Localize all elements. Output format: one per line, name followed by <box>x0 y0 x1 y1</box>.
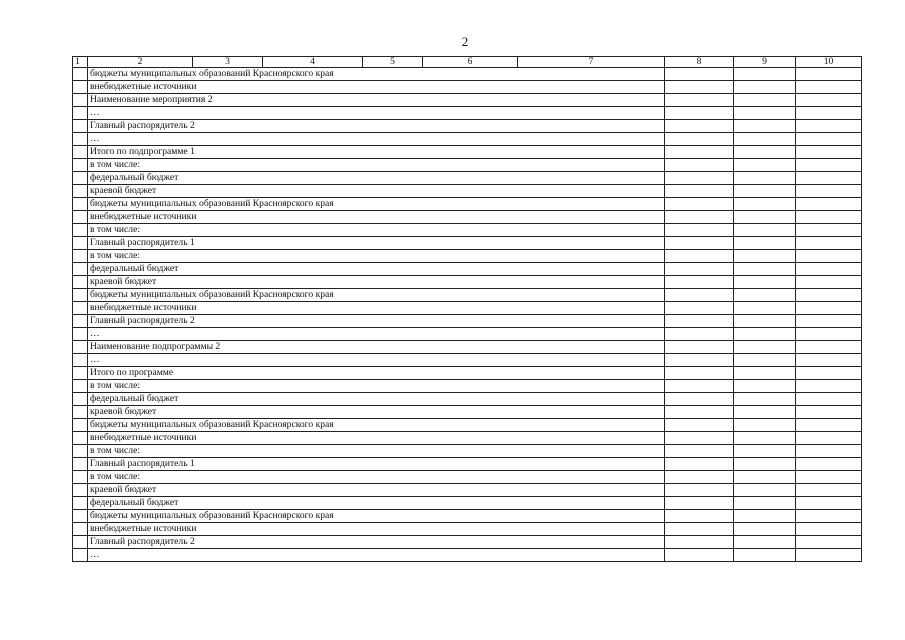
value-cell <box>796 289 862 302</box>
value-cell <box>796 81 862 94</box>
value-cell <box>734 458 796 471</box>
value-cell <box>665 549 734 562</box>
value-cell <box>796 211 862 224</box>
value-cell <box>665 341 734 354</box>
value-cell <box>796 510 862 523</box>
table-row <box>73 432 862 445</box>
value-cell <box>665 81 734 94</box>
value-cell <box>796 68 862 81</box>
row-number-cell <box>73 549 88 562</box>
table-row <box>73 81 862 94</box>
value-cell <box>665 94 734 107</box>
row-number-cell <box>73 471 88 484</box>
table-row <box>73 471 862 484</box>
table-row <box>73 328 862 341</box>
row-number-cell <box>73 523 88 536</box>
budget-table <box>72 56 862 562</box>
value-cell <box>796 133 862 146</box>
row-number-cell <box>73 289 88 302</box>
value-cell <box>665 133 734 146</box>
value-cell <box>734 445 796 458</box>
row-label: Итого по подпрограмме 1 <box>88 146 665 159</box>
row-label: в том числе: <box>88 250 665 263</box>
row-number-cell <box>73 315 88 328</box>
row-number-cell <box>73 146 88 159</box>
value-cell <box>665 185 734 198</box>
value-cell <box>665 107 734 120</box>
value-cell <box>665 146 734 159</box>
row-number-cell <box>73 185 88 198</box>
value-cell <box>665 510 734 523</box>
value-cell <box>796 185 862 198</box>
value-cell <box>665 497 734 510</box>
table-row <box>73 393 862 406</box>
row-number-cell <box>73 510 88 523</box>
row-number-cell <box>73 458 88 471</box>
row-label: в том числе: <box>88 159 665 172</box>
value-cell <box>734 172 796 185</box>
row-label: … <box>88 549 665 562</box>
row-number-cell <box>73 263 88 276</box>
row-number-cell <box>73 94 88 107</box>
row-number-cell <box>73 133 88 146</box>
value-cell <box>796 536 862 549</box>
value-cell <box>796 354 862 367</box>
value-cell <box>734 315 796 328</box>
value-cell <box>734 146 796 159</box>
row-label: … <box>88 107 665 120</box>
row-label: в том числе: <box>88 445 665 458</box>
value-cell <box>796 497 862 510</box>
row-label: внебюджетные источники <box>88 211 665 224</box>
value-cell <box>796 146 862 159</box>
value-cell <box>734 250 796 263</box>
row-label: Наименование мероприятия 2 <box>88 94 665 107</box>
value-cell <box>734 198 796 211</box>
table-row <box>73 159 862 172</box>
table-row <box>73 263 862 276</box>
value-cell <box>796 302 862 315</box>
column-header: 7 <box>518 57 665 68</box>
table-row <box>73 458 862 471</box>
value-cell <box>796 419 862 432</box>
value-cell <box>665 536 734 549</box>
table-row <box>73 133 862 146</box>
row-number-cell <box>73 302 88 315</box>
value-cell <box>796 549 862 562</box>
row-label: внебюджетные источники <box>88 81 665 94</box>
row-label: внебюджетные источники <box>88 432 665 445</box>
value-cell <box>796 341 862 354</box>
value-cell <box>665 120 734 133</box>
row-number-cell <box>73 328 88 341</box>
row-label: краевой бюджет <box>88 185 665 198</box>
table-row <box>73 523 862 536</box>
row-label: … <box>88 133 665 146</box>
value-cell <box>665 328 734 341</box>
row-number-cell <box>73 224 88 237</box>
value-cell <box>796 237 862 250</box>
table-row <box>73 380 862 393</box>
row-label: в том числе: <box>88 471 665 484</box>
value-cell <box>734 341 796 354</box>
row-number-cell <box>73 237 88 250</box>
value-cell <box>665 250 734 263</box>
value-cell <box>796 276 862 289</box>
row-number-cell <box>73 393 88 406</box>
column-header: 3 <box>193 57 263 68</box>
row-label: федеральный бюджет <box>88 263 665 276</box>
table-row <box>73 120 862 133</box>
value-cell <box>796 484 862 497</box>
row-number-cell <box>73 159 88 172</box>
table-row <box>73 94 862 107</box>
value-cell <box>734 406 796 419</box>
row-number-cell <box>73 198 88 211</box>
value-cell <box>734 419 796 432</box>
table-row <box>73 250 862 263</box>
value-cell <box>796 224 862 237</box>
value-cell <box>734 497 796 510</box>
table-row <box>73 211 862 224</box>
column-header: 10 <box>796 57 862 68</box>
row-label: Главный распорядитель 1 <box>88 458 665 471</box>
row-number-cell <box>73 172 88 185</box>
value-cell <box>734 68 796 81</box>
row-number-cell <box>73 68 88 81</box>
value-cell <box>796 471 862 484</box>
table-row <box>73 289 862 302</box>
value-cell <box>665 458 734 471</box>
value-cell <box>734 276 796 289</box>
value-cell <box>796 107 862 120</box>
value-cell <box>665 315 734 328</box>
row-label: в том числе: <box>88 380 665 393</box>
value-cell <box>796 393 862 406</box>
header-row <box>73 57 862 68</box>
row-label: бюджеты муниципальных образований Красноярского края <box>88 419 665 432</box>
row-label: бюджеты муниципальных образований Красноярского края <box>88 198 665 211</box>
row-label: Главный распорядитель 2 <box>88 536 665 549</box>
value-cell <box>796 315 862 328</box>
value-cell <box>734 510 796 523</box>
row-label: краевой бюджет <box>88 484 665 497</box>
table-row <box>73 237 862 250</box>
row-label: Главный распорядитель 2 <box>88 315 665 328</box>
table-row <box>73 341 862 354</box>
table-row <box>73 315 862 328</box>
table-row <box>73 419 862 432</box>
row-label: Главный распорядитель 2 <box>88 120 665 133</box>
row-label: Наименование подпрограммы 2 <box>88 341 665 354</box>
row-number-cell <box>73 432 88 445</box>
table-row <box>73 276 862 289</box>
value-cell <box>665 484 734 497</box>
value-cell <box>796 159 862 172</box>
table-row <box>73 354 862 367</box>
row-number-cell <box>73 419 88 432</box>
row-label: краевой бюджет <box>88 406 665 419</box>
table-row <box>73 224 862 237</box>
table-row <box>73 484 862 497</box>
row-number-cell <box>73 211 88 224</box>
value-cell <box>734 536 796 549</box>
value-cell <box>665 523 734 536</box>
table-row <box>73 367 862 380</box>
table-row <box>73 198 862 211</box>
value-cell <box>796 120 862 133</box>
value-cell <box>734 471 796 484</box>
row-label: … <box>88 354 665 367</box>
column-header: 2 <box>88 57 193 68</box>
row-label: краевой бюджет <box>88 276 665 289</box>
value-cell <box>734 159 796 172</box>
column-header: 5 <box>363 57 423 68</box>
row-number-cell <box>73 406 88 419</box>
value-cell <box>734 211 796 224</box>
column-header: 4 <box>263 57 363 68</box>
value-cell <box>734 484 796 497</box>
row-number-cell <box>73 107 88 120</box>
value-cell <box>734 432 796 445</box>
value-cell <box>734 120 796 133</box>
row-label: федеральный бюджет <box>88 497 665 510</box>
row-label: в том числе: <box>88 224 665 237</box>
column-header: 1 <box>73 57 88 68</box>
value-cell <box>734 237 796 250</box>
row-number-cell <box>73 276 88 289</box>
row-number-cell <box>73 354 88 367</box>
table-body <box>73 68 862 562</box>
row-label: бюджеты муниципальных образований Красноярского края <box>88 289 665 302</box>
value-cell <box>734 380 796 393</box>
value-cell <box>665 445 734 458</box>
value-cell <box>734 302 796 315</box>
value-cell <box>796 367 862 380</box>
value-cell <box>665 432 734 445</box>
value-cell <box>796 263 862 276</box>
value-cell <box>665 419 734 432</box>
value-cell <box>665 237 734 250</box>
column-header: 9 <box>734 57 796 68</box>
row-number-cell <box>73 81 88 94</box>
value-cell <box>665 224 734 237</box>
row-number-cell <box>73 497 88 510</box>
row-label: внебюджетные источники <box>88 302 665 315</box>
value-cell <box>796 94 862 107</box>
value-cell <box>665 393 734 406</box>
table-row <box>73 302 862 315</box>
table-row <box>73 107 862 120</box>
value-cell <box>734 224 796 237</box>
row-label: федеральный бюджет <box>88 172 665 185</box>
row-number-cell <box>73 536 88 549</box>
value-cell <box>665 263 734 276</box>
column-header: 8 <box>665 57 734 68</box>
value-cell <box>665 471 734 484</box>
value-cell <box>665 354 734 367</box>
value-cell <box>665 159 734 172</box>
table-row <box>73 406 862 419</box>
table-row <box>73 172 862 185</box>
value-cell <box>796 523 862 536</box>
value-cell <box>665 406 734 419</box>
value-cell <box>665 302 734 315</box>
value-cell <box>796 250 862 263</box>
value-cell <box>734 523 796 536</box>
value-cell <box>665 68 734 81</box>
value-cell <box>796 406 862 419</box>
value-cell <box>665 198 734 211</box>
table-row <box>73 68 862 81</box>
value-cell <box>734 289 796 302</box>
row-label: федеральный бюджет <box>88 393 665 406</box>
value-cell <box>734 549 796 562</box>
value-cell <box>665 172 734 185</box>
value-cell <box>665 367 734 380</box>
value-cell <box>796 458 862 471</box>
value-cell <box>734 393 796 406</box>
value-cell <box>665 380 734 393</box>
value-cell <box>665 211 734 224</box>
row-label: Итого по программе <box>88 367 665 380</box>
row-label: бюджеты муниципальных образований Красноярского края <box>88 68 665 81</box>
value-cell <box>734 94 796 107</box>
page-number: 2 <box>461 34 469 49</box>
table-row <box>73 510 862 523</box>
row-number-cell <box>73 380 88 393</box>
value-cell <box>796 432 862 445</box>
value-cell <box>796 445 862 458</box>
table-row <box>73 146 862 159</box>
table-row <box>73 536 862 549</box>
table-row <box>73 185 862 198</box>
column-header: 6 <box>423 57 518 68</box>
row-label: Главный распорядитель 1 <box>88 237 665 250</box>
row-number-cell <box>73 445 88 458</box>
value-cell <box>734 133 796 146</box>
value-cell <box>665 289 734 302</box>
row-number-cell <box>73 120 88 133</box>
row-label: внебюджетные источники <box>88 523 665 536</box>
table-row <box>73 445 862 458</box>
value-cell <box>734 367 796 380</box>
value-cell <box>796 172 862 185</box>
row-number-cell <box>73 484 88 497</box>
value-cell <box>796 198 862 211</box>
value-cell <box>734 185 796 198</box>
value-cell <box>734 81 796 94</box>
value-cell <box>796 380 862 393</box>
value-cell <box>734 107 796 120</box>
value-cell <box>734 263 796 276</box>
value-cell <box>665 276 734 289</box>
row-number-cell <box>73 341 88 354</box>
value-cell <box>734 354 796 367</box>
value-cell <box>734 328 796 341</box>
value-cell <box>796 328 862 341</box>
row-label: … <box>88 328 665 341</box>
row-number-cell <box>73 250 88 263</box>
row-label: бюджеты муниципальных образований Красноярского края <box>88 510 665 523</box>
table-row <box>73 549 862 562</box>
table-row <box>73 497 862 510</box>
row-number-cell <box>73 367 88 380</box>
